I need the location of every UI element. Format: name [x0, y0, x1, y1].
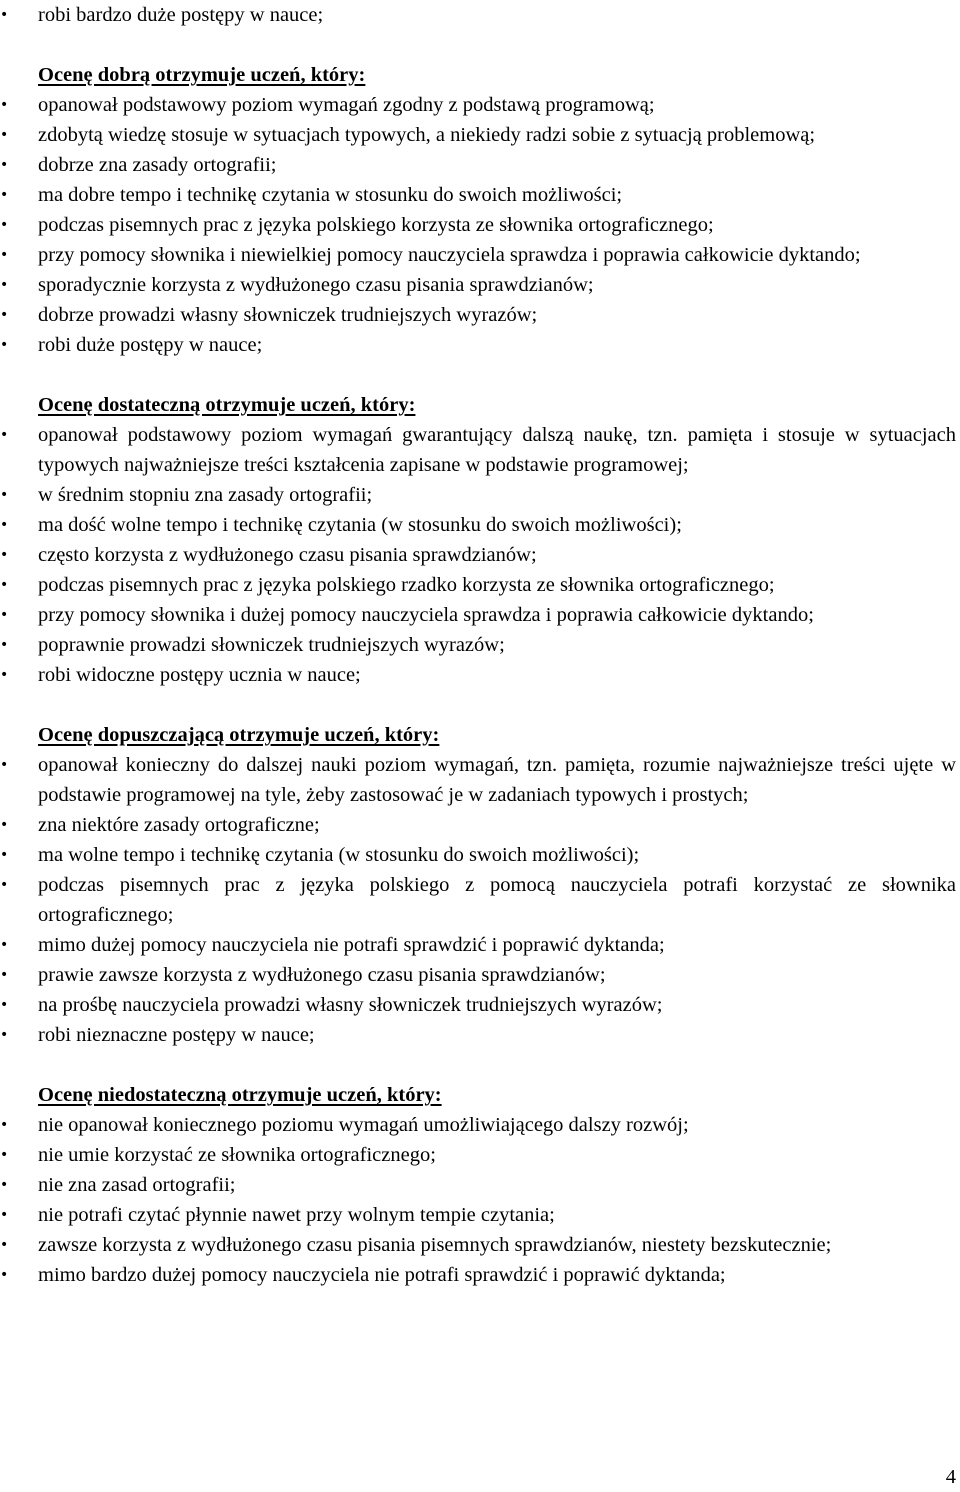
criteria-list: [0, 420, 960, 690]
list-item: • podczas pisemnych prac z języka polskiego rzadko korzysta ze słownika ortograficznego;: [0, 570, 960, 600]
list-item: • ma dość wolne tempo i technikę czytania (w stosunku do swoich możliwości);: [0, 510, 960, 540]
intro-list: [0, 0, 960, 30]
list-item: • robi duże postępy w nauce;: [0, 330, 960, 360]
list-item: • opanował podstawowy poziom wymagań zgodny z podstawą programową;: [0, 90, 960, 120]
section-heading: Ocenę niedostateczną otrzymuje uczeń, który:: [38, 1084, 442, 1106]
section-sufficient: [0, 720, 960, 1050]
page-number: 4: [945, 1466, 956, 1488]
list-item: • mimo bardzo dużej pomocy nauczyciela nie potrafi sprawdzić i poprawić dyktanda;: [0, 1260, 960, 1290]
list-item: • nie opanował koniecznego poziomu wymagań umożliwiającego dalszy rozwój;: [0, 1110, 960, 1140]
list-item: • robi bardzo duże postępy w nauce;: [0, 0, 960, 30]
list-item: • zna niektóre zasady ortograficzne;: [0, 810, 960, 840]
list-item: • często korzysta z wydłużonego czasu pisania sprawdzianów;: [0, 540, 960, 570]
criteria-list: [0, 750, 960, 1050]
list-item: • ma wolne tempo i technikę czytania (w stosunku do swoich możliwości);: [0, 840, 960, 870]
list-item: • zawsze korzysta z wydłużonego czasu pisania pisemnych sprawdzianów, niestety bezskutecznie;: [0, 1230, 960, 1260]
list-item: • nie potrafi czytać płynnie nawet przy wolnym tempie czytania;: [0, 1200, 960, 1230]
list-item: • mimo dużej pomocy nauczyciela nie potrafi sprawdzić i poprawić dyktanda;: [0, 930, 960, 960]
section-gap: [0, 690, 960, 720]
list-item: • robi widoczne postępy ucznia w nauce;: [0, 660, 960, 690]
list-item: • ma dobre tempo i technikę czytania w stosunku do swoich możliwości;: [0, 180, 960, 210]
list-item: • przy pomocy słownika i niewielkiej pomocy nauczyciela sprawdza i poprawia całkowicie dyktando;: [0, 240, 960, 270]
list-item: • dobrze prowadzi własny słowniczek trudniejszych wyrazów;: [0, 300, 960, 330]
list-item: • nie umie korzystać ze słownika ortograficznego;: [0, 1140, 960, 1170]
section-heading: Ocenę dostateczną otrzymuje uczeń, który:: [38, 394, 416, 416]
criteria-list: [0, 90, 960, 360]
list-item: • podczas pisemnych prac z języka polskiego z pomocą nauczyciela potrafi korzystać ze słownika ortograficznego;: [0, 870, 960, 930]
section-gap: [0, 360, 960, 390]
list-item: • dobrze zna zasady ortografii;: [0, 150, 960, 180]
list-item: • w średnim stopniu zna zasady ortografii;: [0, 480, 960, 510]
section-gap: [0, 30, 960, 60]
list-item: • nie zna zasad ortografii;: [0, 1170, 960, 1200]
list-item: • opanował podstawowy poziom wymagań gwarantujący dalszą naukę, tzn. pamięta i stosuje w sytuacjach typowych najważniejsze treści kształcenia zapisane w podstawie programowej;: [0, 420, 960, 480]
list-item: • sporadycznie korzysta z wydłużonego czasu pisania sprawdzianów;: [0, 270, 960, 300]
section-insufficient: [0, 1080, 960, 1290]
section-heading: Ocenę dopuszczającą otrzymuje uczeń, który:: [38, 724, 440, 746]
list-item: • zdobytą wiedzę stosuje w sytuacjach typowych, a niekiedy radzi sobie z sytuacją problemową;: [0, 120, 960, 150]
section-heading: Ocenę dobrą otrzymuje uczeń, który:: [38, 64, 366, 86]
list-item: • poprawnie prowadzi słowniczek trudniejszych wyrazów;: [0, 630, 960, 660]
list-item: • na prośbę nauczyciela prowadzi własny słowniczek trudniejszych wyrazów;: [0, 990, 960, 1020]
list-item: • przy pomocy słownika i dużej pomocy nauczyciela sprawdza i poprawia całkowicie dyktando;: [0, 600, 960, 630]
list-item: • prawie zawsze korzysta z wydłużonego czasu pisania sprawdzianów;: [0, 960, 960, 990]
section-good: [0, 60, 960, 360]
list-item: • opanował konieczny do dalszej nauki poziom wymagań, tzn. pamięta, rozumie najważniejsze treści ujęte w podstawie programowej na tyle, żeby zastosować je w zadaniach typowych i prostych;: [0, 750, 960, 810]
list-item: • podczas pisemnych prac z języka polskiego korzysta ze słownika ortograficznego;: [0, 210, 960, 240]
list-item: • robi nieznaczne postępy w nauce;: [0, 1020, 960, 1050]
section-satisfactory: [0, 390, 960, 690]
criteria-list: [0, 1110, 960, 1290]
section-gap: [0, 1050, 960, 1080]
